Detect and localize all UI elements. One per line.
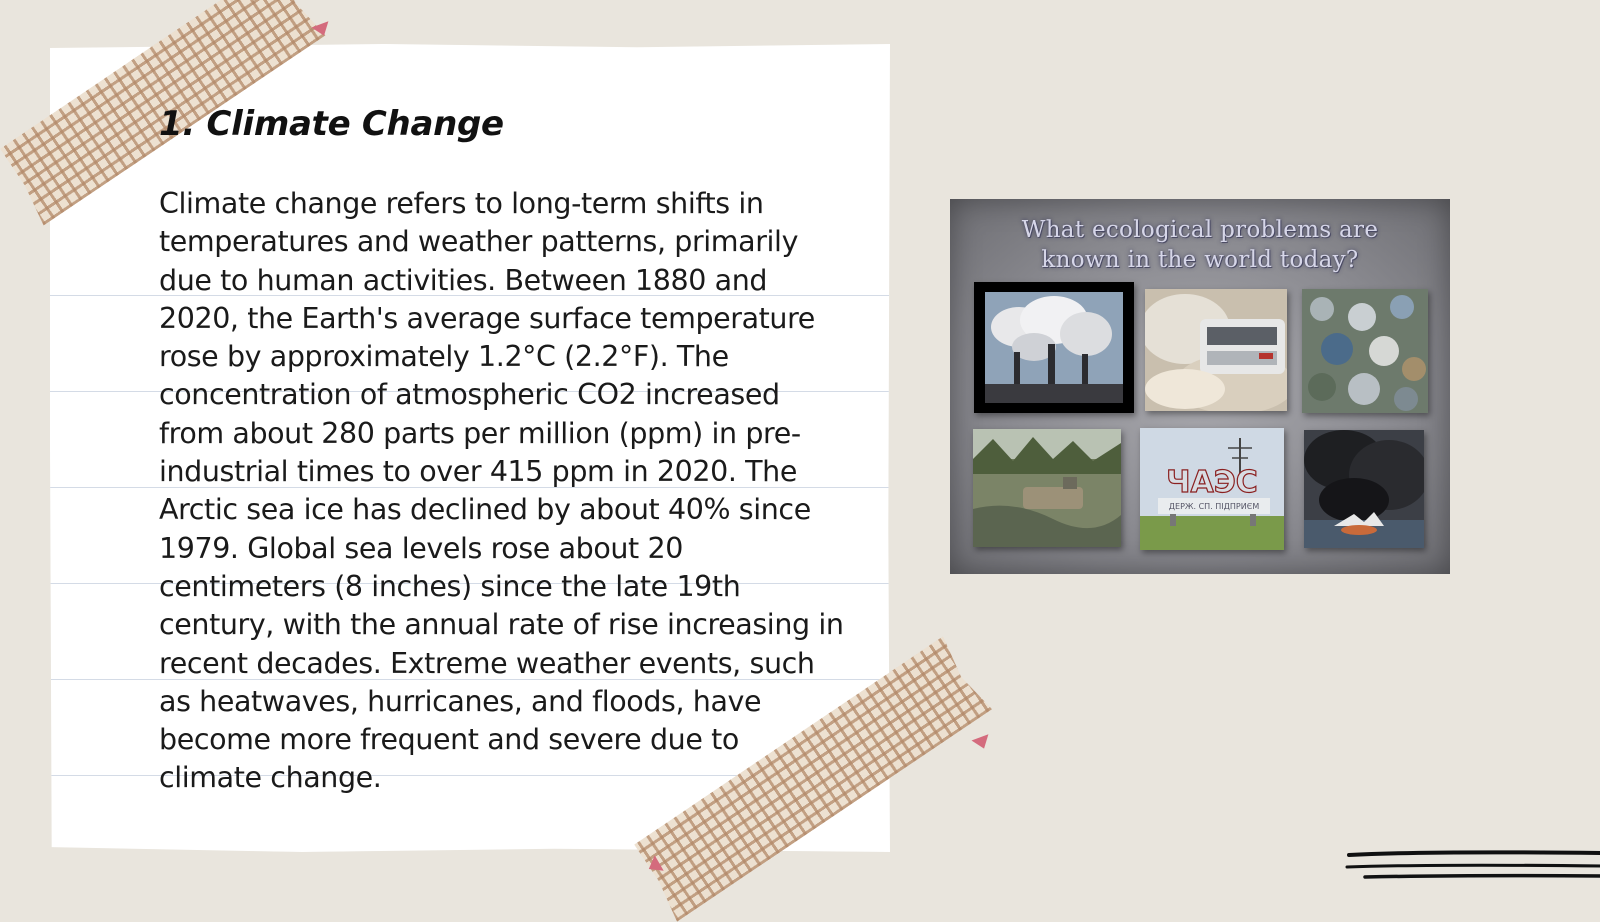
ecology-collage-image [950,199,1450,574]
slide-body-text: Climate change refers to long-term shifts in temperatures and weather patterns, primarily due to human activities. Between 1880 and 2020, the Earth's average surface temperature rose by approximately 1.2°C (2.2°F). The concentration of atmospheric CO2 increased from about 280 parts per million (ppm) in pre-industrial times to over 415 ppm in 2020. The Arctic sea ice has declined by about 40% since 1979. Global sea levels rose about 20 centimeters (8 inches) since the late 19th century, with the annual rate of rise increasing in recent decades. Extreme weather events, such as heatwaves, hurricanes, and floods, have become more frequent and severe due to climate change. [159,187,844,795]
scribble-lines [1345,842,1600,892]
pin-icon [971,734,992,751]
chernobyl-sign-photo [1140,428,1284,550]
factory-smokestacks-photo [974,282,1134,413]
car-exhaust-photo [1145,289,1287,411]
collage-heading-line-1: What ecological problems are [1021,217,1379,243]
flooded-forest-photo [973,429,1121,547]
chernobyl-sign-text: ЧАЭС [1166,465,1258,500]
garbage-dump-photo [1302,289,1428,413]
oil-fire-smoke-photo [1304,430,1424,548]
collage-heading-line-2: known in the world today? [1041,247,1359,273]
chernobyl-sign-subtext: ДЕРЖ. СП. ПІДПРИЄМ [1168,502,1260,511]
slide-title: 1. Climate Change [159,104,504,144]
collage-heading [950,215,1450,275]
